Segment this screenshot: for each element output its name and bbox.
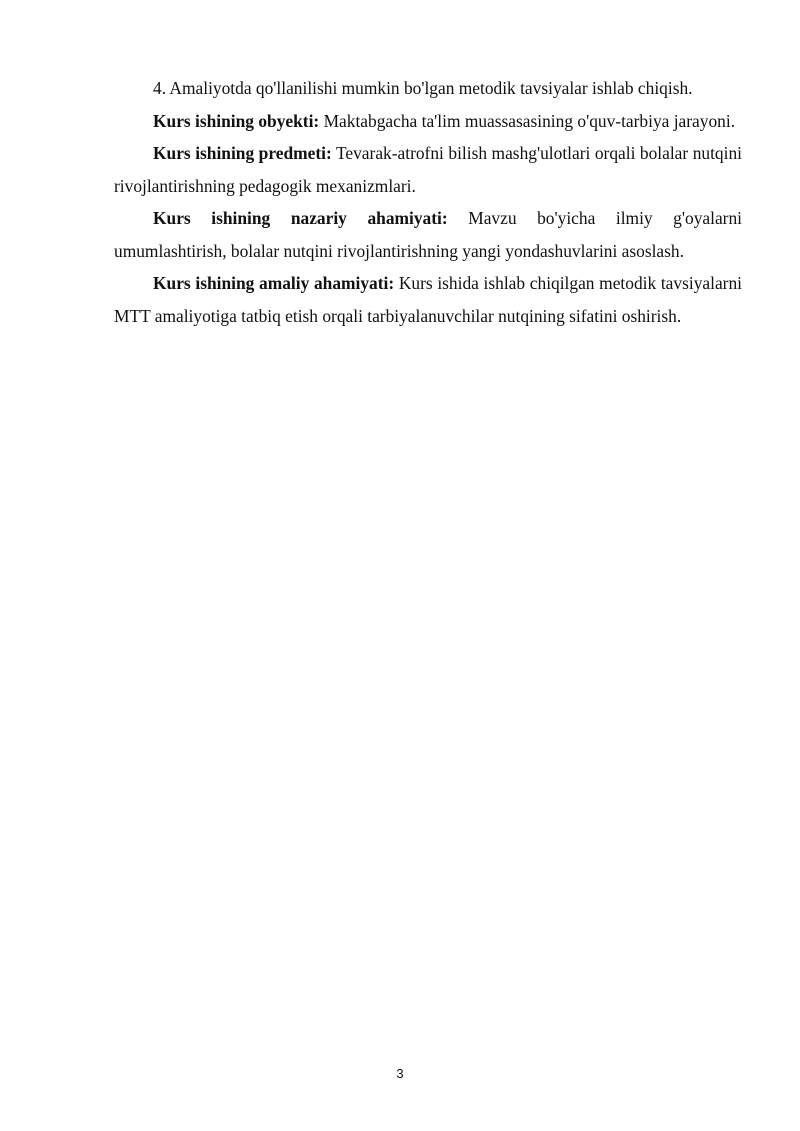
paragraph-task-4 (114, 72, 742, 105)
paragraph-subject (114, 137, 742, 202)
paragraph-text: Maktabgacha ta'lim muassasasining o'quv-tarbiya jarayoni. (323, 110, 736, 131)
paragraph-text: 4. Amaliyotda qo'llanilishi mumkin bo'lgan metodik tavsiyalar ishlab chiqish. (153, 78, 693, 98)
paragraph-text: Kurs ishida ishlab chiqilgan metodik tavsiyalarni MTT amaliyotiga tatbiq etish orqali tarbiyalanuvchilar nutqining sifatini oshirish. (114, 273, 742, 326)
paragraph-practical-significance (114, 267, 742, 332)
paragraph-label: Kurs ishining predmeti: (153, 143, 332, 163)
paragraph-label: Kurs ishining nazariy ahamiyati: (153, 208, 448, 228)
page-number: 3 (396, 1066, 404, 1081)
paragraph-object (114, 105, 742, 138)
paragraph-label: Kurs ishining obyekti: (153, 110, 320, 131)
paragraph-label: Kurs ishining amaliy ahamiyati: (153, 273, 395, 293)
page-body (114, 72, 742, 332)
paragraph-theoretical-significance (114, 202, 742, 267)
paragraph-text: Mavzu bo'yicha ilmiy g'oyalarni umumlashtirish, bolalar nutqini rivojlantirishning yangi yondashuvlarini asoslash. (114, 208, 742, 261)
paragraph-text: Tevarak-atrofni bilish mashg'ulotlari orqali bolalar nutqini rivojlantirishning pedagogik mexanizmlari. (114, 143, 742, 196)
